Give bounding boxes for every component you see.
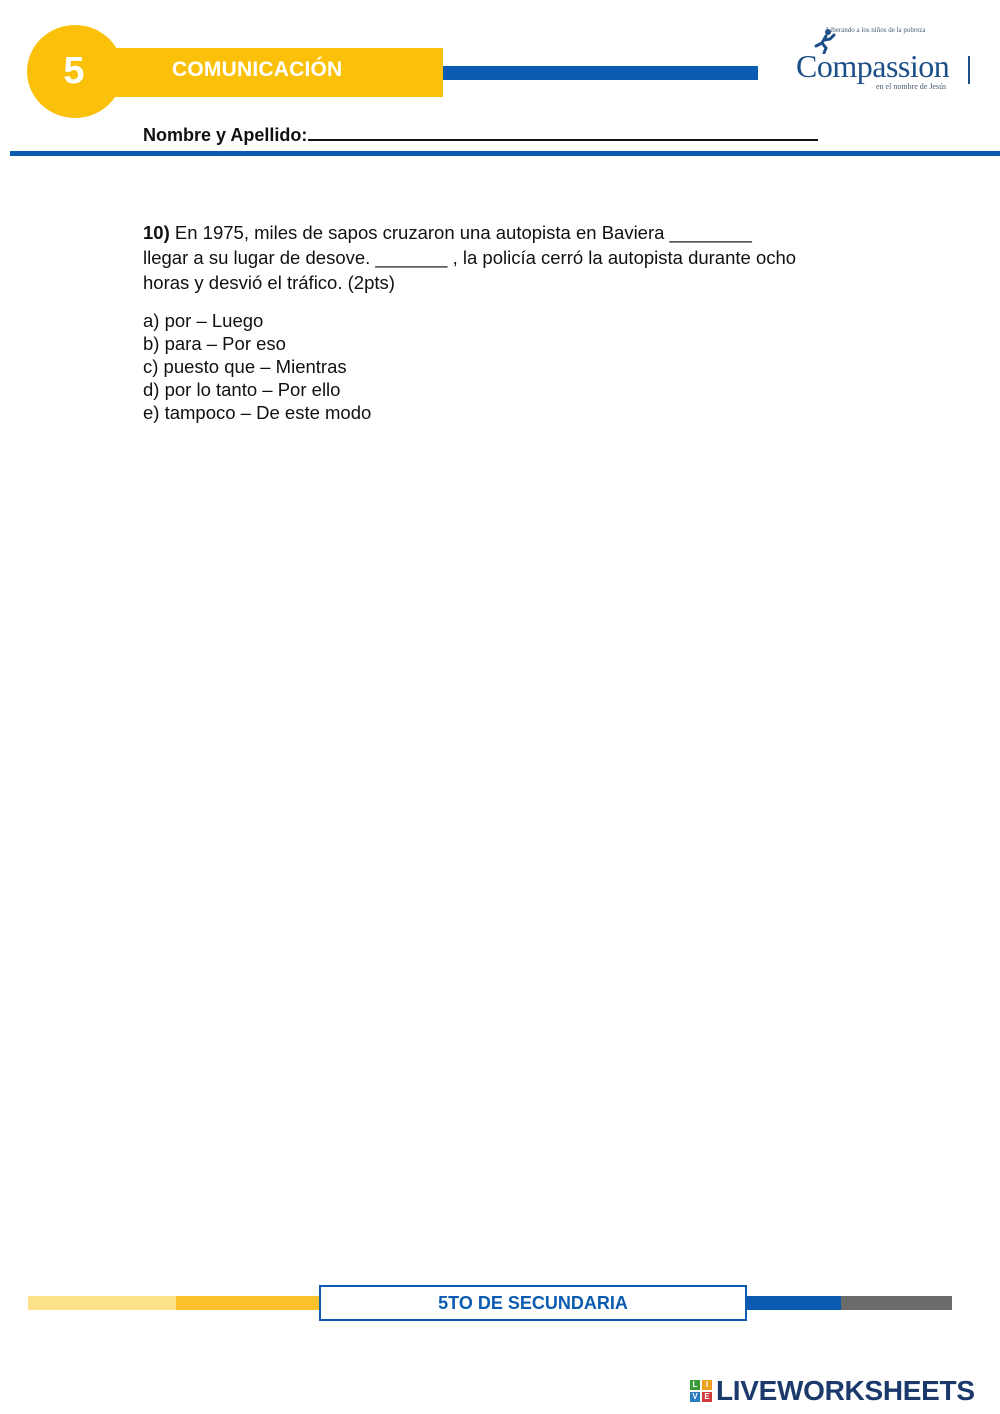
grade-badge xyxy=(27,25,123,118)
name-field xyxy=(143,123,818,146)
liveworksheets-logo-icon xyxy=(690,1380,712,1402)
footer-bar-yellow xyxy=(176,1296,321,1310)
brand-tile-l: L xyxy=(690,1380,700,1390)
grade-number: 5 xyxy=(63,50,85,92)
footer-bar-gray xyxy=(841,1296,952,1310)
option-b[interactable]: b) para – Por eso xyxy=(143,333,286,354)
logo-subtitle: en el nombre de Jesús xyxy=(876,82,947,91)
logo-wordmark: Compassion xyxy=(796,48,950,84)
logo-divider xyxy=(968,56,970,84)
brand-tile-i: I xyxy=(702,1380,712,1390)
question-number: 10) xyxy=(143,222,170,243)
option-d[interactable]: d) por lo tanto – Por ello xyxy=(143,379,341,400)
footer-bar-light-yellow xyxy=(28,1296,176,1310)
liveworksheets-wordmark: LIVEWORKSHEETS xyxy=(716,1375,975,1406)
compassion-logo xyxy=(790,26,980,92)
subject-title: COMUNICACIÓN xyxy=(172,58,343,81)
name-blank-line[interactable] xyxy=(308,123,818,141)
brand-tile-v: V xyxy=(690,1392,700,1402)
name-label: Nombre y Apellido: xyxy=(143,125,308,145)
option-a[interactable]: a) por – Luego xyxy=(143,310,264,331)
option-c[interactable]: c) puesto que – Mientras xyxy=(143,356,347,377)
grade-level-label: 5TO DE SECUNDARIA xyxy=(438,1292,628,1313)
question-text-1: En 1975, miles de sapos cruzaron una autopista en Baviera ________ xyxy=(174,222,752,243)
header-blue-bar xyxy=(443,66,758,80)
grade-level-box xyxy=(319,1285,747,1321)
footer-bar-blue xyxy=(745,1296,841,1310)
brand-tile-e: E xyxy=(702,1392,712,1402)
answer-options xyxy=(143,309,371,424)
question-line-1 xyxy=(143,220,883,245)
header-divider xyxy=(10,151,1000,156)
question-line-3: horas y desvió el tráfico. (2pts) xyxy=(143,272,395,293)
liveworksheets-brand xyxy=(690,1374,975,1408)
logo-tagline: Liberando a los niños de la pobreza xyxy=(826,26,926,34)
question-stem xyxy=(143,220,883,295)
question-line-2: llegar a su lugar de desove. _______ , la policía cerró la autopista durante ocho xyxy=(143,247,797,268)
option-e[interactable]: e) tampoco – De este modo xyxy=(143,402,372,423)
